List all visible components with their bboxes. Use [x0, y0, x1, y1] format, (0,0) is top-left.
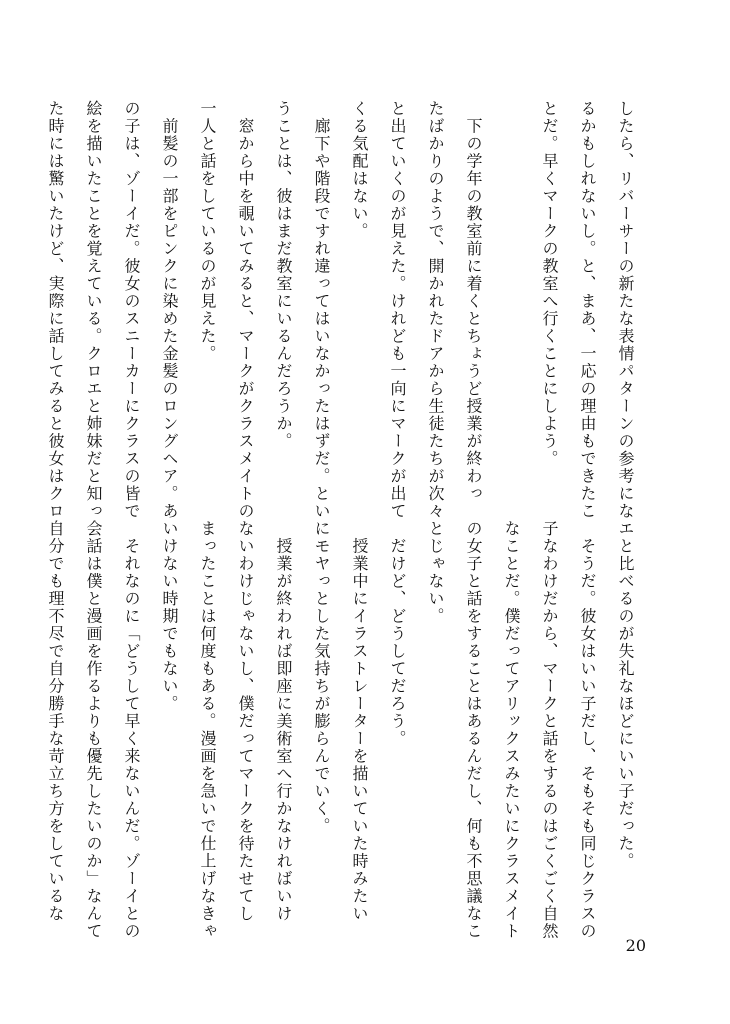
text-column: 窓から中を覗いてみると、マークがクラスメイトの — [236, 100, 255, 520]
text-column: 廊下や階段ですれ違ってはいなかったはずだ。とい — [312, 100, 331, 520]
text-column: それなのに「どうして早く来ないんだ。ゾーイとの — [122, 520, 141, 940]
text-column: とだ。早くマークの教室へ行くことにしよう。 — [540, 100, 559, 468]
text-column: そうだ。彼女はいい子だし、そもそも同じクラスの — [578, 520, 597, 940]
text-column — [492, 100, 530, 500]
text-column: の子は、ゾーイだ。彼女のスニーカーにクラスの皆で — [122, 100, 141, 520]
text-column: たばかりのようで、開かれたドアから生徒たちが次々 — [426, 100, 445, 520]
text-column: の女子と話をすることはあるんだし、何も不思議なこ — [464, 520, 483, 940]
text-block-lower — [46, 520, 644, 940]
text-column: にモヤっとした気持ちが膨らんでいく。 — [312, 520, 331, 835]
text-column: 授業中にイラストレーターを描いていた時みたい — [350, 520, 369, 923]
text-block-upper — [46, 100, 644, 520]
text-column: エと比べるのが失礼なほどにいい子だった。 — [616, 520, 635, 870]
text-column: なことだ。僕だってアリックスみたいにクラスメイト — [502, 520, 521, 940]
text-column: と出ていくのが見えた。けれども一向にマークが出て — [388, 100, 407, 520]
text-column: 絵を描いたことを覚えている。クロエと姉妹だと知っ — [84, 100, 103, 520]
text-column: いけない時期でもない。 — [160, 520, 179, 713]
text-column: 授業が終われば即座に美術室へ行かなければいけ — [274, 520, 293, 923]
text-column: まったことは何度もある。漫画を急いで仕上げなきゃ — [198, 520, 217, 940]
text-column: 前髪の一部をピンクに染めた金髪のロングヘア。あ — [160, 100, 179, 520]
text-column: だけど、どうしてだろう。 — [388, 520, 407, 748]
text-column: た時には驚いたけど、実際に話してみると彼女はクロ — [46, 100, 65, 520]
page-number: 20 — [625, 936, 646, 955]
text-column: 会話は僕と漫画を作るよりも優先したいのか」なんて — [84, 520, 103, 940]
text-column: したら、リバーサーの新たな表情パターンの参考にな — [616, 100, 635, 520]
text-column: 自分でも理不尽で自分勝手な苛立ち方をしているな — [46, 520, 65, 923]
text-column: 子なわけだから、マークと話をするのはごくごく自然 — [540, 520, 559, 940]
text-column: るかもしれないし。と、まあ、一応の理由もできたこ — [578, 100, 597, 520]
text-column: 一人と話をしているのが見えた。 — [198, 100, 217, 363]
text-column: 下の学年の教室前に着くとちょうど授業が終わっ — [464, 100, 483, 503]
text-column: とじゃない。 — [426, 520, 445, 625]
text-column: ないわけじゃないし、僕だってマークを待たせてし — [236, 520, 255, 923]
text-column: うことは、彼はまだ教室にいるんだろうか。 — [274, 100, 293, 450]
text-column: くる気配はない。 — [350, 100, 369, 240]
